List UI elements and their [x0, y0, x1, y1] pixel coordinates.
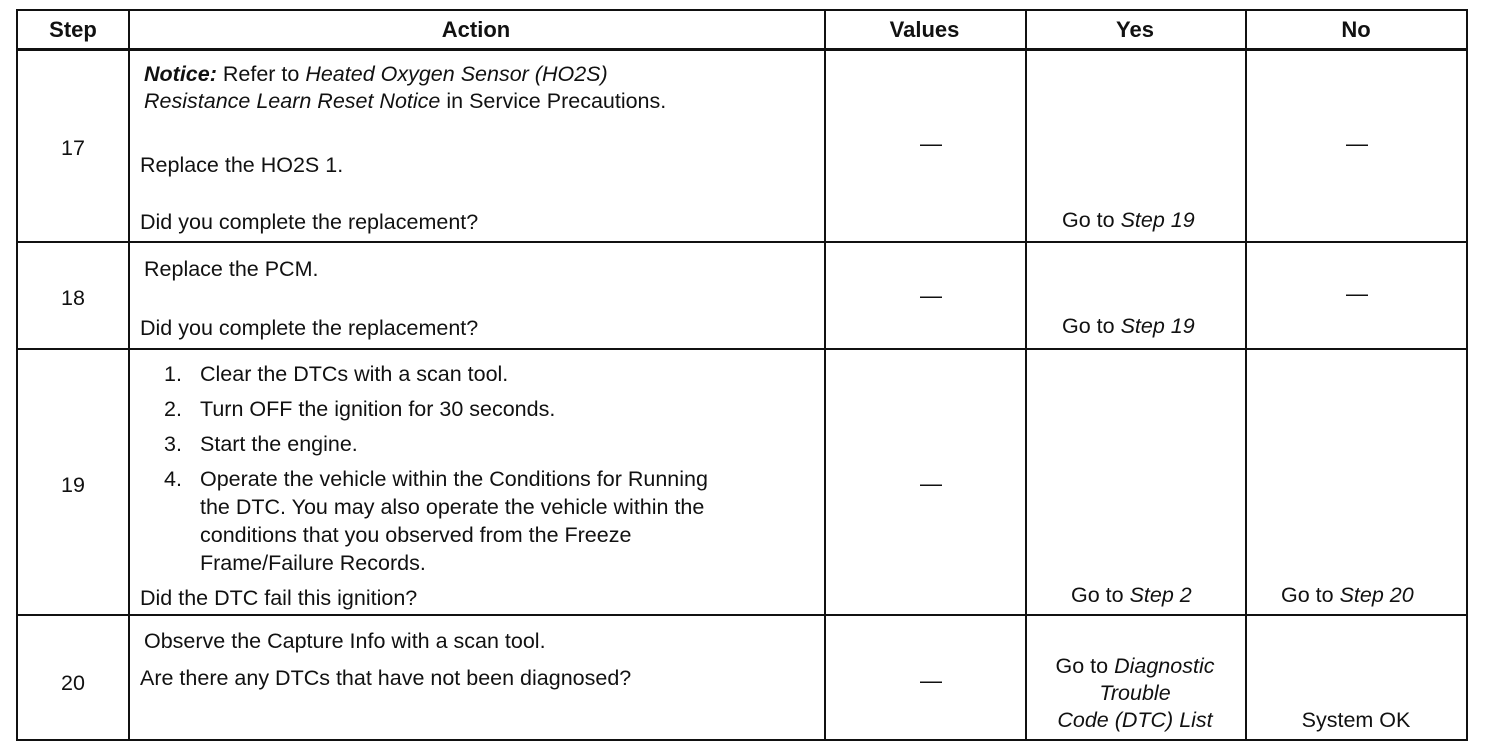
list-item-2: Turn OFF the ignition for 30 seconds.: [200, 397, 556, 421]
row18-yes-prefix: Go to: [1062, 314, 1115, 338]
header-yes: Yes: [1116, 16, 1154, 42]
row20-instruction: Observe the Capture Info with a scan tool.: [144, 629, 546, 653]
notice-text-2: in Service Precautions.: [446, 89, 667, 113]
diagnostic-table: [16, 9, 1468, 741]
list-item-4-line-3: conditions that you observed from the Freeze: [200, 523, 632, 547]
row17-question: Did you complete the replacement?: [140, 210, 479, 234]
notice-text-1: Refer to: [222, 62, 300, 86]
row17-values: —: [920, 131, 942, 156]
row17-no: —: [1346, 131, 1368, 156]
row20-yes-line-3: Code (DTC) List: [1057, 708, 1213, 732]
row-divider-19: [18, 614, 1466, 616]
row19-yes: [1071, 582, 1192, 609]
row19-question: Did the DTC fail this ignition?: [140, 586, 418, 610]
list-item-3: Start the engine.: [200, 432, 358, 456]
row20-yes-prefix: Go to: [1055, 654, 1109, 678]
row-divider-18: [18, 348, 1466, 350]
row19-no: [1281, 582, 1414, 609]
row17-instruction: Replace the HO2S 1.: [140, 153, 344, 177]
row20-yes-line-1: [1025, 653, 1245, 680]
row19-values: —: [920, 471, 942, 496]
step-17: 17: [61, 136, 85, 160]
list-item-4-line-1: Operate the vehicle within the Conditions for Running: [200, 467, 708, 491]
list-item-4-line-4: Frame/Failure Records.: [200, 551, 426, 575]
header-values: Values: [889, 16, 960, 42]
row19-yes-prefix: Go to: [1071, 583, 1124, 607]
row-divider-17: [18, 241, 1466, 243]
divider-step: [128, 11, 130, 739]
row19-no-prefix: Go to: [1281, 583, 1334, 607]
notice-italic-1: Heated Oxygen Sensor (HO2S): [305, 62, 608, 86]
row18-yes: [1062, 313, 1195, 340]
header-no: No: [1341, 16, 1371, 42]
header-action: Action: [441, 16, 511, 42]
list-num-1: 1.: [164, 362, 182, 386]
row17-yes-prefix: Go to: [1062, 208, 1115, 232]
notice-line-2: [144, 88, 666, 115]
row18-question: Did you complete the replacement?: [140, 316, 479, 340]
row20-yes-line-2: Trouble: [1099, 681, 1171, 705]
list-num-2: 2.: [164, 397, 182, 421]
row19-no-target: Step 20: [1339, 583, 1414, 607]
list-num-3: 3.: [164, 432, 182, 456]
step-18: 18: [61, 286, 85, 310]
row17-yes: [1062, 207, 1195, 234]
step-19: 19: [61, 473, 85, 497]
list-num-4: 4.: [164, 467, 182, 491]
row18-yes-target: Step 19: [1120, 314, 1195, 338]
notice-italic-2: Resistance Learn Reset Notice: [144, 89, 441, 113]
divider-yes: [1245, 11, 1247, 739]
row19-yes-target: Step 2: [1129, 583, 1192, 607]
row17-yes-target: Step 19: [1120, 208, 1195, 232]
row20-yes-target-1: Diagnostic: [1114, 654, 1215, 678]
divider-action: [824, 11, 826, 739]
row20-question: Are there any DTCs that have not been diagnosed?: [140, 666, 632, 690]
list-item-4-line-2: the DTC. You may also operate the vehicle within the: [200, 495, 705, 519]
notice-line-1: [144, 61, 608, 88]
row18-values: —: [920, 283, 942, 308]
notice-label: Notice:: [144, 62, 217, 86]
row18-instruction: Replace the PCM.: [144, 257, 319, 281]
divider-values: [1025, 11, 1027, 739]
header-step: Step: [49, 16, 97, 42]
row20-no: System OK: [1301, 708, 1411, 732]
list-item-1: Clear the DTCs with a scan tool.: [200, 362, 509, 386]
row18-no: —: [1346, 281, 1368, 306]
step-20: 20: [61, 671, 85, 695]
row20-values: —: [920, 668, 942, 693]
